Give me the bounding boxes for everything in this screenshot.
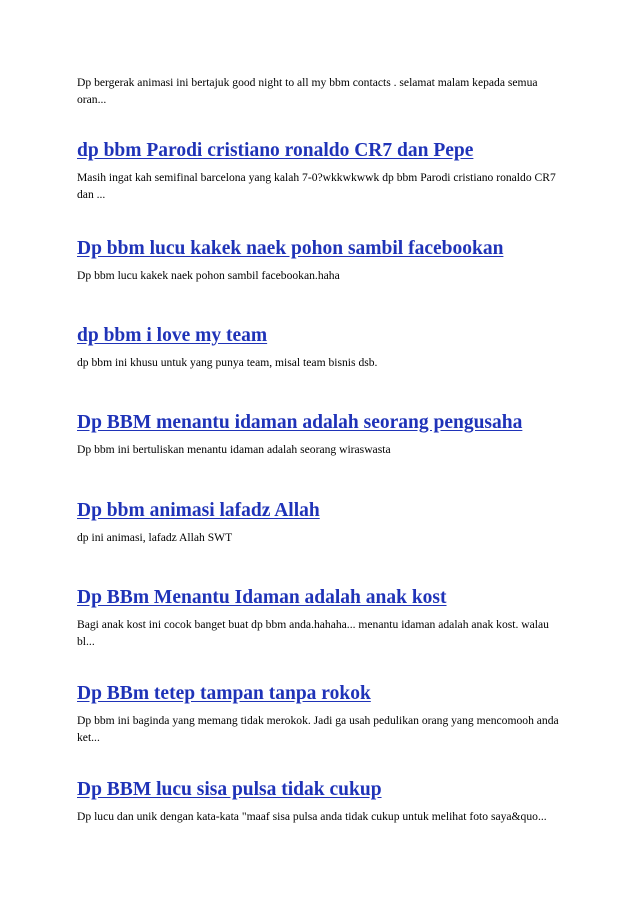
entry-4 bbox=[77, 411, 567, 458]
entry-title-link[interactable]: Dp BBm Menantu Idaman adalah anak kost bbox=[77, 587, 447, 608]
entry-title-link[interactable]: Dp bbm lucu kakek naek pohon sambil facebookan bbox=[77, 238, 504, 259]
entry-description: Bagi anak kost ini cocok banget buat dp bbm anda.hahaha... menantu idaman adalah anak kost. walau bl... bbox=[77, 618, 549, 648]
entry-description: Dp bbm lucu kakek naek pohon sambil facebookan.haha bbox=[77, 269, 340, 282]
entry-description: dp bbm ini khusu untuk yang punya team, misal team bisnis dsb. bbox=[77, 356, 378, 369]
entry-8 bbox=[77, 778, 567, 825]
entry-title-link[interactable]: Dp BBM lucu sisa pulsa tidak cukup bbox=[77, 779, 382, 800]
entry-2 bbox=[77, 237, 567, 284]
entry-title-link[interactable]: dp bbm Parodi cristiano ronaldo CR7 dan Pepe bbox=[77, 140, 474, 161]
entry-3 bbox=[77, 324, 567, 371]
entry-title-link[interactable]: dp bbm i love my team bbox=[77, 325, 268, 346]
entry-5 bbox=[77, 499, 567, 546]
entry-description: Dp bbm ini bertuliskan menantu idaman adalah seorang wiraswasta bbox=[77, 443, 391, 456]
entry-title-link[interactable]: Dp BBM menantu idaman adalah seorang pengusaha bbox=[77, 412, 523, 433]
entry-6 bbox=[77, 586, 567, 650]
entry-description: Dp bbm ini baginda yang memang tidak merokok. Jadi ga usah pedulikan orang yang mencomooh anda ket... bbox=[77, 714, 559, 744]
document-page bbox=[77, 74, 567, 825]
entry-description: Dp lucu dan unik dengan kata-kata "maaf sisa pulsa anda tidak cukup untuk melihat foto saya&quo... bbox=[77, 810, 547, 823]
entry-1 bbox=[77, 139, 567, 203]
entry-description: dp ini animasi, lafadz Allah SWT bbox=[77, 531, 233, 544]
entry-title-link[interactable]: Dp bbm animasi lafadz Allah bbox=[77, 500, 320, 521]
intro-text: Dp bergerak animasi ini bertajuk good night to all my bbm contacts . selamat malam kepada semua oran... bbox=[77, 76, 538, 106]
entry-description: Masih ingat kah semifinal barcelona yang kalah 7-0?wkkwkwwk dp bbm Parodi cristiano ronaldo CR7 dan ... bbox=[77, 171, 556, 201]
entry-7 bbox=[77, 682, 567, 746]
entry-title-link[interactable]: Dp BBm tetep tampan tanpa rokok bbox=[77, 683, 371, 704]
